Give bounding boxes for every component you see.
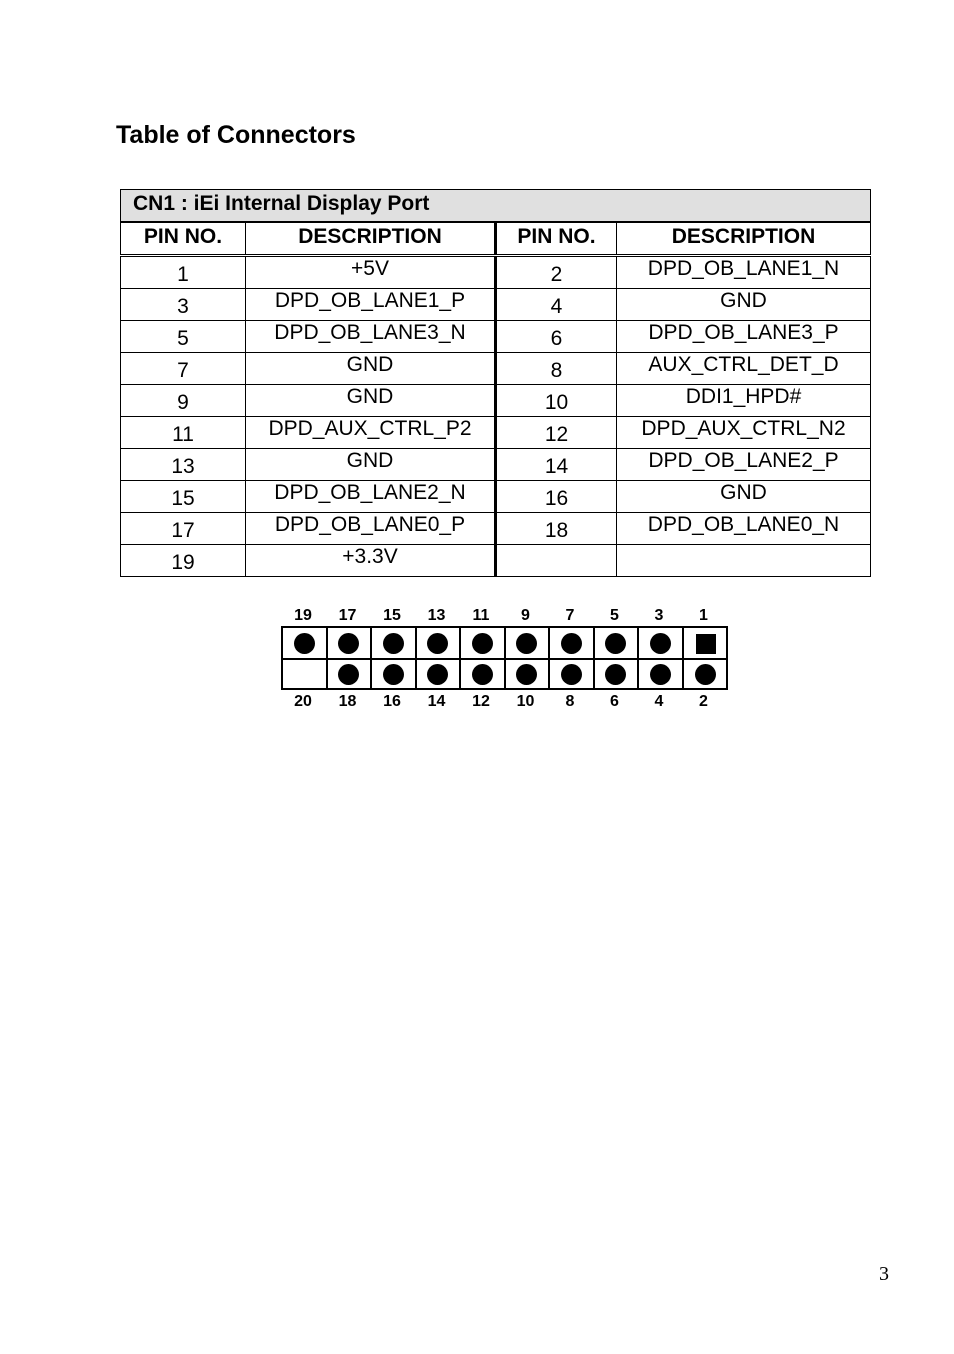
pin-label: 3 [654, 607, 664, 624]
pin-number-cell: 16 [496, 481, 617, 513]
pin-number-cell: 11 [121, 417, 246, 449]
pin-cell [372, 628, 417, 659]
pin-cell [550, 658, 595, 689]
pin-description-cell: DPD_OB_LANE1_N [617, 256, 871, 289]
pin-cell [417, 658, 462, 689]
pin-cell [595, 658, 640, 689]
pin-description-cell: DPD_AUX_CTRL_N2 [617, 417, 871, 449]
pin-dot-marker [472, 664, 493, 685]
pin-description-cell [617, 545, 871, 577]
pin-label: 15 [383, 607, 401, 624]
pin-label: 9 [521, 607, 530, 624]
page-number: 3 [879, 1263, 889, 1285]
pin-cell [328, 658, 373, 689]
pin-number-cell: 7 [121, 353, 246, 385]
pin-header-grid [281, 626, 728, 690]
table-row [121, 417, 871, 449]
pin-label: 16 [383, 693, 401, 710]
pin-description-cell: GND [246, 449, 496, 481]
pin-number-cell: 15 [121, 481, 246, 513]
page-title: Table of Connectors [116, 121, 356, 149]
pin-description-cell: DPD_OB_LANE3_P [617, 321, 871, 353]
pin-dot-marker [383, 633, 404, 654]
pin-dot-marker [605, 633, 626, 654]
pin-description-cell: +3.3V [246, 545, 496, 577]
pin-description-cell: DPD_OB_LANE3_N [246, 321, 496, 353]
pin-label: 1 [699, 607, 708, 624]
pin-label: 5 [610, 607, 619, 624]
pin-label: 11 [472, 607, 490, 624]
pin-number-cell: 13 [121, 449, 246, 481]
pin-dot-marker [605, 664, 626, 685]
pin-number-cell: 18 [496, 513, 617, 545]
pin-cell [550, 628, 595, 659]
pin-description-cell: GND [617, 481, 871, 513]
pin-number-cell: 4 [496, 289, 617, 321]
pin-label: 4 [654, 693, 664, 710]
pin-dot-marker [427, 633, 448, 654]
table-row [121, 385, 871, 417]
pin-label: 17 [338, 607, 357, 624]
pin-dot-marker [695, 664, 716, 685]
pin-number-cell: 14 [496, 449, 617, 481]
header-pin-no: PIN NO. [121, 222, 246, 256]
pin-number-cell: 2 [496, 256, 617, 289]
table-row [121, 256, 871, 289]
table-row [121, 513, 871, 545]
pin-label: 13 [427, 607, 446, 624]
pin-cell [506, 628, 551, 659]
pin-cell [283, 628, 328, 659]
header-pin-no: PIN NO. [496, 222, 617, 256]
pin-label: 18 [338, 693, 357, 710]
pin-cell [283, 658, 328, 689]
pin-dot-marker [338, 633, 359, 654]
connector-table [120, 189, 871, 577]
header-description: DESCRIPTION [617, 222, 871, 256]
pin-description-cell: GND [617, 289, 871, 321]
table-row [121, 481, 871, 513]
pin-dot-marker [338, 664, 359, 685]
pin-dot-marker [561, 633, 582, 654]
pin-number-cell: 9 [121, 385, 246, 417]
pin-description-cell: DPD_OB_LANE0_N [617, 513, 871, 545]
bottom-pin-labels [281, 690, 728, 712]
pin-cell [639, 628, 684, 659]
pin-description-cell: AUX_CTRL_DET_D [617, 353, 871, 385]
pin-dot-marker [516, 633, 537, 654]
pin-label: 20 [294, 693, 312, 710]
pin-description-cell: DPD_OB_LANE2_P [617, 449, 871, 481]
header-row [121, 222, 871, 256]
pin-dot-marker [561, 664, 582, 685]
pin-description-cell: +5V [246, 256, 496, 289]
pin-cell [417, 628, 462, 659]
pin-number-cell: 19 [121, 545, 246, 577]
pin-description-cell: DDI1_HPD# [617, 385, 871, 417]
pin-cell [461, 658, 506, 689]
pin-number-cell [496, 545, 617, 577]
pin-label: 8 [565, 693, 575, 710]
pin-number-cell: 1 [121, 256, 246, 289]
pin-dot-marker [650, 664, 671, 685]
header-description: DESCRIPTION [246, 222, 496, 256]
pin-number-cell: 3 [121, 289, 246, 321]
table-row [121, 545, 871, 577]
pin-cell [639, 658, 684, 689]
pin-dot-marker [472, 633, 493, 654]
pin-label: 14 [427, 693, 446, 710]
pin-cell [684, 658, 729, 689]
pin-dot-marker [427, 664, 448, 685]
table-row [121, 449, 871, 481]
top-pin-labels [281, 604, 728, 626]
pin-number-cell: 8 [496, 353, 617, 385]
pin-label: 7 [565, 607, 575, 624]
pin-label: 19 [294, 607, 312, 624]
pin-dot-marker [294, 633, 315, 654]
table-row [121, 353, 871, 385]
pin-label: 2 [699, 693, 708, 710]
pin-description-cell: DPD_OB_LANE2_N [246, 481, 496, 513]
pin-label: 10 [516, 693, 535, 710]
pin-description-cell: DPD_AUX_CTRL_P2 [246, 417, 496, 449]
pin-description-cell: GND [246, 353, 496, 385]
pin-dot-marker [516, 664, 537, 685]
pin-description-cell: DPD_OB_LANE0_P [246, 513, 496, 545]
table-row [121, 289, 871, 321]
pin-dot-marker [383, 664, 404, 685]
pin-cell [372, 658, 417, 689]
pin-description-cell: DPD_OB_LANE1_P [246, 289, 496, 321]
pin-number-cell: 17 [121, 513, 246, 545]
pin-diagram [281, 604, 728, 712]
connector-title: CN1 : iEi Internal Display Port [121, 190, 871, 223]
pin-cell [684, 628, 729, 659]
pin-number-cell: 10 [496, 385, 617, 417]
pin-label: 12 [472, 693, 490, 710]
pin-description-cell: GND [246, 385, 496, 417]
pin-number-cell: 5 [121, 321, 246, 353]
pin-cell [506, 658, 551, 689]
table-row [121, 321, 871, 353]
pin-dot-marker [650, 633, 671, 654]
pin-cell [328, 628, 373, 659]
pin-cell [595, 628, 640, 659]
pin-number-cell: 6 [496, 321, 617, 353]
pin-cell [461, 628, 506, 659]
pin-label: 6 [610, 693, 619, 710]
pin-number-cell: 12 [496, 417, 617, 449]
pin1-square-marker [696, 634, 716, 654]
